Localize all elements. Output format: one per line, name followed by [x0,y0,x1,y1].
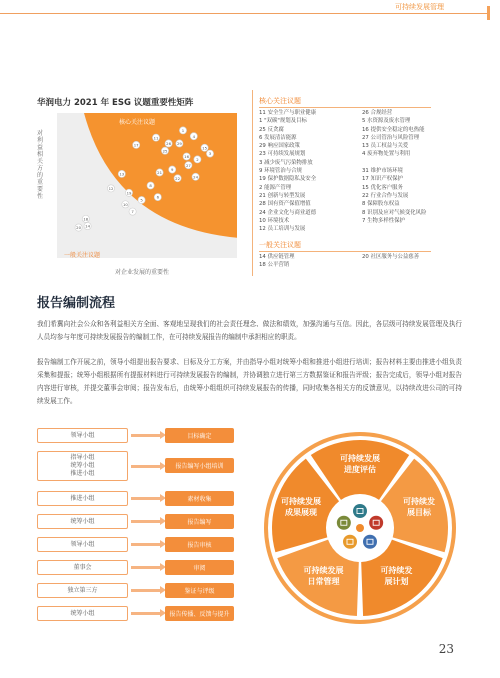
matrix-point-label: 24 [193,174,199,180]
flow-actor: 指导小组 统筹小组 推进小组 [37,451,128,481]
general-list-item: 20 社区服务与公益慈善 [362,254,420,260]
flow-actor: 领导小组 [37,428,128,443]
matrix-point-label: 10 [122,201,128,207]
paragraph-2: 报告编制工作开展之前，领导小组提出报告要求、目标及分工方案，并由指导小组对统筹小组和推进小组进行培训；报告材料主要由推进小组负责采集和提报；统筹小组根据所有提报材料进行可持续发展报告的编制，并协调独立进行第三方数据鉴证和报告评级；报告完成后，领导小组对报告内容进行审核，并提交董事会审阅；报告发布后，由统筹小组组织可持续发展报告的传播，同时收集各相关方的反馈意见，以持续改进公司的可持续发展工作。 [37,358,462,405]
matrix-point-label: 7 [131,209,134,215]
matrix-point [194,156,201,163]
list-icon [363,535,377,549]
core-list-item: 28 国有资产保值增值 [259,201,311,208]
matrix-point [82,215,89,222]
core-list-item: 8 识别及应对气候变化风险 [362,209,427,216]
core-list-item: 27 公司管治与风险管理 [362,134,420,141]
wheel-segment-label: 可持续发展计划 [380,566,413,587]
matrix-point [154,194,161,201]
matrix-point-label: 16 [184,154,190,160]
flow-step [37,606,237,621]
matrix-point-label: 25 [162,148,168,154]
general-list-heading: 一般关注议题 [259,241,301,249]
page-number: 23 [438,642,454,656]
target-icon [369,516,383,530]
flow-step [37,537,237,552]
core-list-item: 1 "双碳"规划及目标 [259,118,307,125]
core-list-item: 8 保障股东权益 [362,201,400,208]
section-title: 报告编制流程 [37,296,116,311]
wheel-segment-label: 可持续发展目标 [402,496,435,517]
matrix-point-label: 20 [76,225,82,231]
general-list-column-2 [362,253,419,261]
matrix-point [192,173,199,180]
flow-arrow [131,589,161,592]
matrix-point [185,162,192,169]
core-list-item: 3 减少废气污染物排放 [259,159,313,166]
flow-task: 报告编写小组培训 [165,458,234,473]
matrix-title: 华润电力 2021 年 ESG 议题重要性矩阵 [37,98,194,108]
matrix-point-label: 19 [126,190,132,196]
matrix-point [122,201,129,208]
matrix-point-label: 6 [156,194,160,200]
general-list-item: 14 供应链管理 [259,254,295,260]
matrix-point [190,133,197,140]
flow-arrow [131,520,161,523]
wheel-canvas [260,428,460,628]
core-list-heading: 核心关注议题 [259,97,301,105]
core-list-item: 15 优化客户服务 [362,184,403,191]
matrix-point-label: 14 [85,223,91,229]
matrix-point [179,127,186,134]
flow-step [37,428,237,443]
matrix-core-tag: 核心关注议题 [119,119,156,126]
matrix-point [147,182,154,189]
flow-actor: 推进小组 [37,491,128,506]
flow-actor: 统筹小组 [37,606,128,621]
matrix-point-label: 9 [170,167,174,173]
flow-task: 报告编写 [165,514,234,529]
flow-step [37,451,237,481]
matrix-general-tag: 一般关注议题 [64,252,101,259]
core-list-item: 29 响应国家政策 [259,143,300,150]
flow-task: 审阅 [165,560,234,575]
core-list-item: 11 安全生产与职业健康 [259,110,317,116]
matrix-point-label: 21 [157,170,163,176]
general-list-column-1 [259,253,295,270]
wheel-hub [356,524,364,532]
matrix-canvas [57,113,237,258]
matrix-point [176,140,183,147]
matrix-point [169,166,176,173]
chart-icon [337,516,351,530]
matrix-point [156,169,163,176]
core-list-item: 25 反贪腐 [259,126,284,133]
flow-step [37,560,237,575]
flow-arrow [131,497,161,500]
matrix-point [201,144,208,151]
matrix-point [174,175,181,182]
core-list-item: 21 创新与转型发展 [259,192,306,199]
core-list-column-2 [362,109,426,225]
flow-arrow [131,465,161,468]
matrix-point [118,170,125,177]
matrix-point-label: 29 [176,141,182,147]
flow-step [37,514,237,529]
core-list-item: 10 环境技术 [259,217,290,224]
flow-actor: 董事会 [37,560,128,575]
flow-actor: 独立第三方 [37,583,128,598]
matrix-point [129,208,136,215]
header-rule [0,13,490,14]
header-mark [487,6,490,20]
matrix-point-label: 26 [166,141,172,147]
matrix-point [84,223,91,230]
core-list-item: 12 员工培训与发展 [259,226,306,233]
matrix-point-label: 12 [108,186,114,191]
matrix-point [138,196,145,203]
paragraph-1: 我们希冀向社会公众和各利益相关方全面、客观地呈现我们的社会责任理念、做法和绩效，加强沟通与互信。因此，各层级可持续发展管理及执行人员均参与年度可持续发展报告的编制工作，在可持续发展报告的编制中承担相应的职责。 [37,320,462,341]
flow-task: 报告审核 [165,537,234,552]
matrix-point [165,140,172,147]
flow-step [37,583,237,598]
core-list-item: 6 发展清洁能源 [259,134,297,141]
flow-arrow [131,566,161,569]
matrix-point [133,141,140,148]
core-list-item: 31 维护市场环境 [362,168,403,175]
matrix-point-label: 5 [140,197,143,203]
matrix-point-label: 8 [149,183,152,189]
flow-task: 报告传播、反馈与提升 [165,606,234,621]
materiality-matrix [57,113,237,258]
core-list-item: 4 废弃物处置与利用 [362,151,411,158]
matrix-point [75,224,82,231]
matrix-point-label: 27 [185,162,191,168]
core-list-item: 5 水资源及废水管理 [362,118,411,125]
flow-task: 鉴证与评级 [165,583,234,598]
core-list-item: 24 企业文化与商业道德 [259,209,317,216]
header-label: 可持续发展管理 [395,3,444,11]
network-icon [343,535,357,549]
matrix-point-label: 2 [196,157,199,162]
core-list-item: 19 保护数据隐私及安全 [259,176,317,183]
flow-step [37,491,237,506]
wheel-segment-label: 可持续发展进度评估 [340,454,380,474]
list-divider [252,90,253,276]
matrix-point-label: 4 [192,133,196,139]
matrix-point [183,153,190,160]
matrix-point [152,134,159,141]
core-list-item: 16 提供安全稳定的电热能 [362,126,425,133]
matrix-point [206,150,213,157]
flow-task: 目标确定 [165,428,234,443]
core-list-item [362,159,426,167]
matrix-point-label: 22 [175,175,181,181]
matrix-point [125,189,132,196]
core-list-column-1 [259,109,316,233]
matrix-point-label: 13 [119,171,125,177]
matrix-point-label: 1 [181,128,185,133]
clock-icon [353,504,367,518]
matrix-point [161,147,168,154]
matrix-point-label: 15 [202,145,208,151]
core-list-item: 17 知识产权保护 [362,176,403,183]
core-list-item: 7 生物多样性保护 [362,217,405,224]
core-list-item: 26 合规经营 [362,110,393,116]
flow-actor: 领导小组 [37,537,128,552]
flow-arrow [131,612,161,615]
matrix-point-label: 11 [153,135,159,141]
core-list-item: 2 能源产管理 [259,184,292,191]
wheel-segment-label: 可持续发展成果展现 [281,496,322,517]
general-list-item: 18 公平营销 [259,262,290,269]
wheel-segment-label: 可持续发展日常管理 [303,566,344,587]
matrix-point-label: 3 [208,151,212,157]
matrix-y-axis-label: 对利益相关方的重要性 [37,130,44,200]
flow-actor: 统筹小组 [37,514,128,529]
matrix-point [107,185,114,192]
flow-arrow [131,434,161,437]
core-list-item: 13 员工权益与关爱 [362,143,409,150]
flow-arrow [131,543,161,546]
matrix-x-axis-label: 对企业发展的重要性 [115,269,170,276]
management-wheel [260,428,460,628]
matrix-point-label: 17 [133,142,139,148]
core-list-item: 22 行业合作与发展 [362,192,409,199]
core-list-item: 23 可持续发展规划 [259,151,306,158]
core-list-item: 9 环境管治与合规 [259,168,302,175]
matrix-point-label: 18 [83,216,89,222]
flow-task: 素材收集 [165,491,234,506]
